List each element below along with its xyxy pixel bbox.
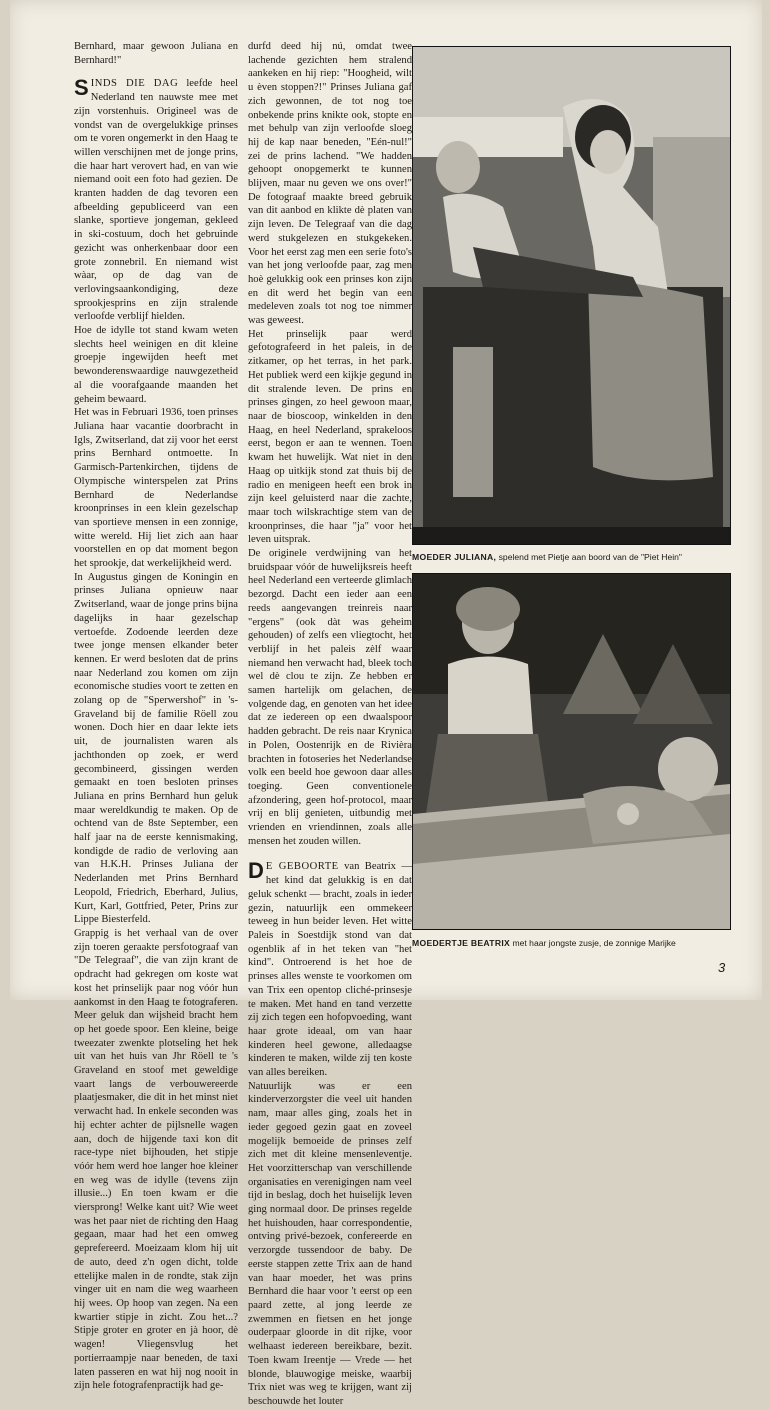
- paragraph: In Augustus gingen de Koningin en prinses Juliana opnieuw naar Zwitserland, waar de jonge prins bijna dagelijks in haar gezelschap vertoefde. Zodoende leerden deze twee jonge mensen elkander beter kennen. Er werd besloten dat de prins naar Nederland zou komen om zijn economische studies voort te zetten en zolang op de "Sperwershof" in 's-Graveland bij de familie Röell zou wonen. Doch hier en daar lekte iets uit, de journalisten waren als jachthonden op zoek, er werd gecombineerd, gissingen werden gemaakt en toen besloten prinses Juliana en prins Bernhard hun geluk maar wereldkundig te maken. Op de ochtend van de 8ste September, een half jaar na de eerste kennismaking, kondigde de radio de verloving aan van H.K.H. Prinses Juliana der Nederlanden met Prins Bernhard Leopold, Friedrich, Eberhard, Julius, Kurt, Karl, Gottfried, Peter, Prins zur Lippe Biesterfeld.: [74, 571, 238, 926]
- section-text: van Beatrix — het kind dat gelukkig is en dat geluk schenkt — bracht, zoals in ieder gezin, natuurlijk een ommekeer teweeg in hun beider leven. Het witte Paleis in Soestdijk stond van dat ogenblik af in het teken van "het kind". Ontroerend is het hoe de prinses alles wenste te voorkomen om van Trix een opentop cliché-prinsesje te maken. Met hand en tand verzette zij zich tegen een hofopvoeding, want haar grote ideaal, om van haar kinderen heel gewone, alledaagse kinderen te maken, wilde zij ten koste van alles bereiken.: [248, 861, 412, 1079]
- caption-lead: MOEDERTJE BEATRIX: [412, 938, 511, 948]
- caption-text: spelend met Pietje aan boord van de "Piet Hein": [496, 552, 682, 562]
- paragraph: Het prinselijk paar werd gefotografeerd in het paleis, in de zitkamer, op het terras, in het park. Het publiek werd een kijkje gegund in dit stralende leven. De prins en prinses gingen, zo heel gewoon maar, naar de bioscoop, winkelden in den Haag, en heel Nederland, sprakeloos eerst, begon er aan te wennen. Toen kwam het huwelijk. Wat niet in den Haag op uitkijk stond zat thuis bij de radio en menigeen heeft een brok in zijn keel geluisterd naar die zachte, maar toch wilskrachtige stem van de kroonprinses, die haar "ja" voor het leven uitsprak.: [248, 328, 412, 546]
- drop-cap: D: [248, 858, 264, 884]
- photo-beatrix-pram: [412, 573, 731, 930]
- section-lead: INDS DIE DAG: [90, 78, 179, 90]
- paragraph: Grappig is het verhaal van de over zijn toeren geraakte persfotograaf van "De Telegraaf", die van zijn krant de opdracht had gekregen om koste wat kost het prinselijk paar nog vóór hun aankomst in den Haag te fotograferen. Meer geluk dan wijsheid bracht hem op het goede spoor. Een kleine, beige tweezater zwenkte plotseling het hek uit van het huis van Jhr Röell te 's Graveland en stoof met geweldige vaart langs de verbouwereerde plaatjesmaker, die dit in het minst niet verwacht had. In enkele seconden was hij echter achter de pijlsnelle wagen aan, doch de hijgende taxi kon dit race-type niet bijhouden, het stipje vóór hem werd hoe langer hoe kleiner en weg was de idylle (tevens zijn illusie...) En toen kwam er die viersprong! Welke kant uit? Wie weet was het paar niet de richting den Haag gegaan, maar had het een omweg geprefereerd. Moeizaam klom hij uit de auto, deed z'n ogen dicht, tolde ettelijke malen in de rondte, stak zijn vinger uit en nam die weg waarheen hij wees. Op hoop van zegen. Na een kwartier stipje in zicht. Zou het...? Stipje groter en groter en jà hoor, dè wagen! Vliegensvlug het portierraampje naar beneden, de taxi laten passeren en wat hij nog nooit in zijn hele fotografenpractijk had ge-: [74, 928, 238, 1392]
- caption-lead: MOEDER JULIANA,: [412, 552, 497, 562]
- text-column-middle: [248, 40, 412, 1409]
- section-text: leefde heel Nederland ten nauwste mee met zijn vorstenhuis. Origineel was de vondst van de overgelukkige prinses om te voren ongemerkt in den Haag te willen verschijnen met de jonge prins, die haar hart verovert had, en van wie niemand ooit een foto had gezien. De kranten hadden de dag tevoren een afbeelding gepubliceerd van een slanke, sportieve jongeman, gekleed in ski-costuum, doch het gebruinde gezicht was onherkenbaar door een grote zonnebril. En niemand wist wàar, op de dag van de verlovingsaankondiging, deze sprookjesprins en zijn stralende verloofde verblijf hielden.: [74, 78, 238, 323]
- paragraph: Hoe de idylle tot stand kwam weten slechts heel weinigen en dit kleine groepje ingewijden heeft met bewonderenswaardige nauwgezetheid al die voorafgaande maanden het geheim bewaard.: [74, 325, 238, 405]
- page-number: 3: [718, 960, 726, 975]
- caption-text: met haar jongste zusje, de zonnige Marijke: [510, 938, 676, 948]
- photo-caption: [412, 938, 732, 949]
- paragraph: Bernhard, maar gewoon Juliana en Bernhard!": [74, 41, 238, 66]
- magazine-page: [10, 0, 762, 1407]
- section-paragraph: [74, 77, 238, 324]
- paragraph: Natuurlijk was er een kinderverzorgster die veel uit handen nam, maar alles ging, zoals het in ieder gegoed gezin gaat en zoveel mogelijk bemoeide de prinses zelf zich met dit kleine mensenleventje. Het voorzitterschap van verschillende organisaties en verenigingen nam veel tijd in beslag, doch het huiselijk leven ging normaal door. De prinses regelde het huishouden, haar correspondentie, ontving privé-bezoek, confereerde en verzorgde tussendoor de baby. De eerste stappen zette Trix aan de hand van haar moeder, het was prins Bernhard die haar voor 't eerst op een paard zette, al jong leerde ze zwemmen en fietsen en het jonge ouderpaar gloorde in dit rijke, voor welhaast iedereen bereikbare, bezit. Toen kwam Ireentje — Vrede — het blonde, blauwogige meiske, waarbij Trix niet was weg te krijgen, want zij beschouwde het louter: [248, 1080, 412, 1407]
- text-column-left: [74, 40, 238, 1393]
- photo-juliana-boat: [412, 46, 731, 545]
- drop-cap: S: [74, 75, 89, 101]
- section-lead: E GEBOORTE: [265, 861, 339, 873]
- paragraph: Het was in Februari 1936, toen prinses Juliana haar vacantie doorbracht in Igls, Zwitserland, dat zij voor het eerst prins Bernhard ontmoette. In Garmisch-Partenkirchen, tijdens de Olympische winterspelen zat Prins Bernhard de Nederlandse kroonprinses in een klein gezelschap van sportieve mensen in een zonnige, witte wereld. Hij liet zich aan haar voorstellen en op dat moment begon het sprookje, dat werkelijkheid werd.: [74, 407, 238, 570]
- photo-caption: [412, 552, 732, 563]
- section-paragraph: [248, 860, 412, 1079]
- paragraph: De originele verdwijning van het bruidspaar vóór de huwelijksreis heeft heel Nederland een verteerde glimlach bezorgd. Dacht een ieder aan een reeds aangevangen treinreis naar "ergens" (ook dàt was geheim gehouden) of zelfs een vliegtocht, het verblijf in het paleis zèlf waar niemand hen verwacht had, bleek toch wel dè clou te zijn. Ze hebben er samen hartelijk om gelachen, de volgende dag, en genoten van het idee dat ze iedereen op een dwaalspoor hadden gebracht. De reis naar Krynica in Polen, Oostenrijk en de Rivièra brachten in fotoseries het Nederlandse volk een beeld hoe gewoon daar alles toeging. Geen conventionele afzondering, geen hof-protocol, maar vrij en blij genieten, uitbundig met vrienden en vriendinnen, zoals alle mensen het zouden willen.: [248, 548, 412, 847]
- paragraph: durfd deed hij nú, omdat twee lachende gezichten hem stralend aankeken en hij riep: "Hoogheid, wilt u èven stoppen?!" Prinses Juliana gaf zich gewonnen, de tot nog toe onbekende prins knikte ook, stopte en met behulp van zijn verloofde sloeg hij de kap naar beneden, "Eén-nul!" zei de prins lachend. "We hadden gehoopt onopgemerkt te kunnen blijven, maar nu geven we ons over!" De fotograaf maakte breed gebruik van dit aanbod en klikte dè platen van zijn leven. De Telegraaf van die dag werd stukgelezen en stukgekeken. Voor het eerst zag men een serie foto's van het jong verloofde paar, zag men hoè gelukkig ook een prinses kon zijn en dit werd het begin van een medeleven zoals tot nog toe nimmer was geweest.: [248, 41, 412, 327]
